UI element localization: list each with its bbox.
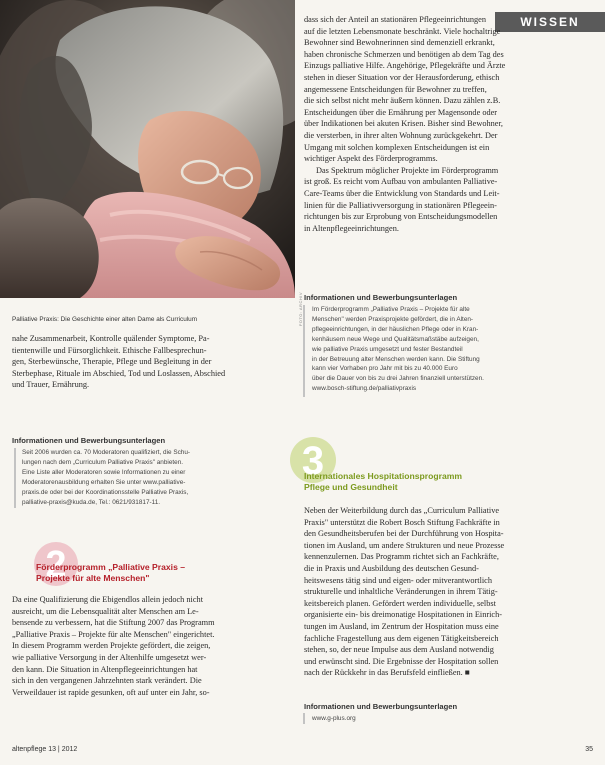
info2-box: [312, 305, 590, 394]
info-line: pflegeeinrichtungen, in der häuslichen Pflege oder in Kran-: [312, 325, 479, 333]
info-line: in der Betreuung alter Menschen werden kann. Die Stiftung: [312, 355, 480, 363]
text-line: Umgang mit solchen komplexen Entscheidungen ist ein: [304, 142, 490, 152]
text-line: ist groß. Es reicht vom Aufbau von ambulanten Palliative-: [304, 177, 498, 187]
text-line: dass sich der Anteil an stationären Pflegeeinrichtungen: [304, 15, 487, 24]
text-line: Da eine Qualifizierung die Ebigendlos allein jedoch nicht: [12, 595, 203, 604]
info3-rule: [303, 713, 305, 724]
section-badge: WISSEN: [495, 12, 605, 32]
info-line: praxis.de oder bei der Koordinationsstelle Palliative Praxis,: [22, 488, 189, 496]
info-line[interactable]: palliative-praxis@kuda.de, Tel.: 0621/931817-11.: [22, 498, 161, 506]
info-line: Im Förderprogramm „Palliative Praxis – Projekte für alte: [312, 306, 470, 313]
left-top-paragraph: [12, 333, 297, 391]
text-line: In diesem Programm werden Projekte gefördert, die zeigen,: [12, 641, 211, 651]
text-line: Einzugs palliative Hilfe. Angehörige, Pflegekräfte und Ärzte: [304, 61, 506, 71]
text-line: wie palliative Versorgung in der Altenhilfe umgesetzt wer-: [12, 652, 207, 662]
sec3-title-line: Internationales Hospitationsprogramm: [304, 471, 463, 481]
text-line: tungen im Ausland, im Zentrum der Hospitation muss eine: [304, 621, 499, 631]
text-line: Sterbephase, Rituale im Abschied, Tod und Loslassen, Abschied: [12, 368, 226, 378]
info-line: kenhäusern neue Wege und Qualitätsmaßstäbe aufzeigen,: [312, 335, 479, 343]
info2-rule: [303, 305, 305, 397]
text-line: organisierte ein- bis dreimonatige Hospitationen in Einrich-: [304, 610, 502, 620]
text-line: den kann. Die Situation in Altenpflegeeinrichtungen hat: [12, 664, 198, 674]
text-line: tionen im Ausland, um andere Strukturen und neue Prozesse: [304, 540, 505, 550]
sec2-title-line: Förderprogramm „Palliative Praxis –: [36, 562, 186, 572]
info1-rule: [14, 448, 16, 508]
info-line: kann vier Vorhaben pro Jahr mit bis zu 40.000 Euro: [312, 365, 458, 373]
text-line: ausreicht, um die Lebensqualität alter Menschen am Le-: [12, 606, 199, 616]
text-line: und Trauer, Ernährung.: [12, 380, 90, 390]
photo-illustration: [0, 0, 295, 298]
text-line: strukturelle und inhaltliche Veränderungen in ihrem Tätig-: [304, 587, 498, 597]
text-line: stehen in dieser Situation vor der Herausforderung, ethisch: [304, 72, 500, 82]
info1-heading: Informationen und Bewerbungsunterlagen: [12, 436, 166, 445]
text-line: nahe Zusammenarbeit, Kontrolle quälender Symptome, Pa-: [12, 334, 210, 343]
text-line: „Palliative Praxis – Projekte für alte Menschen" eingerichtet.: [12, 629, 215, 639]
section-number-3: 3: [290, 437, 336, 483]
text-line: kennenzulernen. Das Programm richtet sich an Fachkräfte,: [304, 552, 499, 562]
page-number: 35: [585, 746, 593, 753]
text-line: gen, Sterbewünsche, Therapie, Pflege und Begleitung in der: [12, 357, 212, 367]
footer-publication: altenpflege 13 | 2012: [12, 746, 78, 753]
sec3-title: [304, 471, 462, 493]
text-line: haben chronische Schmerzen und benötigen ab dem Tag des: [304, 49, 504, 59]
info-line: lungen nach dem „Curriculum Palliative Praxis" anbieten.: [22, 458, 184, 466]
sec2-paragraph: [12, 594, 297, 698]
text-line: in Altenpflegeeinrichtungen.: [304, 223, 399, 233]
text-line: Verweildauer ist rapide gesunken, oft auf unter ein Jahr, so-: [12, 687, 210, 697]
text-line: angemessene Entscheidungen für Bewohner zu treffen,: [304, 84, 487, 94]
photo-credit: FOTO: ARCHIV: [298, 292, 303, 327]
text-line: die in Praxis und Ausbildung des deutschen Gesund-: [304, 563, 479, 573]
info-line: Eine Liste aller Moderatoren sowie Informationen zu einer: [22, 468, 186, 476]
text-line: Praxis" unterstützt die Robert Bosch Stiftung Fachkräfte in: [304, 517, 500, 527]
text-line: keitsbereich planen. Gefördert werden individuelle, selbst: [304, 598, 496, 608]
info-line: wie palliative Praxis umgesetzt und fester Bestandteil: [312, 345, 463, 353]
sec3-title-line: Pflege und Gesundheit: [304, 482, 398, 492]
hero-photo: [0, 0, 295, 298]
text-line: tientenwille und Fürsorglichkeit. Ethische Fallbesprechun-: [12, 345, 207, 355]
right-top-paragraph: [304, 14, 590, 234]
text-line: Entscheidungen über die Ernährung per Magensonde oder: [304, 107, 498, 117]
text-line: bensende zu verbessern, hat die Stiftung 2007 das Programm: [12, 618, 215, 628]
info-line: über die Dauer von bis zu drei Jahren finanziell unterstützen.: [312, 375, 484, 383]
text-line: fachliche Fragestellung aus dem eigenen Tätigkeitsbereich: [304, 633, 499, 643]
text-line: wichtiger Aspekt des Förderprogramms.: [304, 154, 438, 164]
text-line: die versterben, in ihrer alten Wohnung zurückgekehrt. Der: [304, 130, 498, 140]
sec2-title-line: Projekte für alte Menschen": [36, 573, 150, 583]
text-line: die sich selbst nicht mehr äußern können. Dazu zählen z.B.: [304, 96, 501, 106]
info-line: Menschen" werden Praxisprojekte gefördert, die in Alten-: [312, 315, 474, 323]
info2-heading: Informationen und Bewerbungsunterlagen: [304, 293, 458, 302]
text-line: Care-Teams über die Entwicklung von Standards und Leit-: [304, 188, 500, 198]
text-line: auf die letzten Lebensmonate beschränkt. Viele hochaltrige: [304, 26, 501, 36]
info1-box: [22, 448, 297, 507]
text-line: sich in den vergangenen Jahrzehnten stark verändert. Die: [12, 676, 202, 686]
text-line: und erwünscht sind. Die Ergebnisse der Hospitation sollen: [304, 656, 499, 666]
text-line: Bewohner sind Bewohnerinnen sind demenziell erkrankt,: [304, 38, 495, 48]
info-line: Seit 2006 wurden ca. 70 Moderatoren qualifiziert, die Schu-: [22, 449, 191, 456]
text-line: über Indikationen bei akuten Krisen. Bisher sind Bewohner,: [304, 119, 503, 129]
text-line: nach der Rückkehr in das Berufsfeld einfließen. ■: [304, 668, 470, 678]
info-link[interactable]: www.g-plus.org: [312, 715, 356, 722]
sec2-title: [36, 562, 185, 584]
text-line: linien für die Palliativversorgung in stationären Pflegeein-: [304, 200, 497, 210]
text-line: Neben der Weiterbildung durch das „Curriculum Palliative: [304, 506, 500, 515]
section-number-2: 2: [34, 542, 78, 586]
sec3-paragraph: [304, 505, 590, 679]
info-line[interactable]: Moderatorenausbildung erhalten Sie unter www.palliative-: [22, 478, 186, 486]
info3-heading: Informationen und Bewerbungsunterlagen: [304, 702, 458, 711]
info3-box: [312, 714, 512, 724]
photo-caption: Palliative Praxis: Die Geschichte einer alten Dame als Curriculum: [12, 316, 198, 323]
text-line: Das Spektrum möglicher Projekte im Förderprogramm: [316, 165, 499, 175]
info-link[interactable]: www.bosch-stiftung.de/palliativpraxis: [312, 385, 417, 393]
text-line: heitswesens tätig sind und eigen- oder mitverantwortlich: [304, 575, 493, 585]
text-line: stehen, so, der neue Impulse aus dem Ausland notwendig: [304, 645, 494, 655]
text-line: den Gesundheitsberufen bei der Durchführung von Hospita-: [304, 529, 504, 539]
text-line: richtungen bis zur Erprobung von Entscheidungsmodellen: [304, 212, 498, 222]
